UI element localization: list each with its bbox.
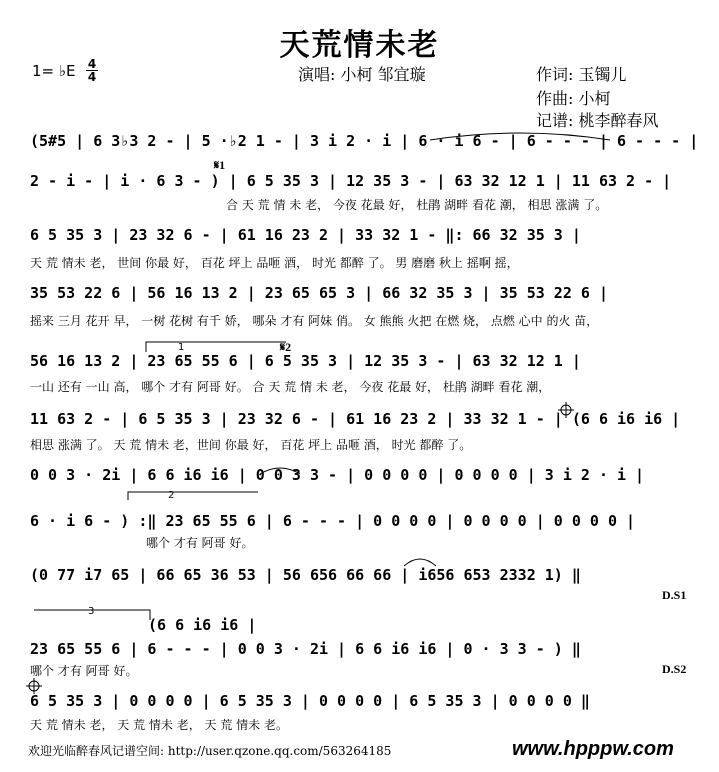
slur-row-1	[430, 133, 610, 140]
score-row-8: 6 · i 6 - ) :‖ 23 65 55 6 | 6 - - - | 0 0 0 0 | 0 0 0 0 | 0 0 0 0 |	[30, 512, 636, 530]
volta-2-label: 2	[168, 490, 175, 501]
volta-1-label: 1	[178, 342, 185, 353]
segno-1: 𝄋1	[214, 158, 226, 172]
score-row-6: 11 63 2 - | 6 5 35 3 | 23 32 6 - | 61 16 23 2 | 33 32 1 - | (6 6 i6 i6 |	[30, 410, 681, 428]
coda-sign-2-cross	[26, 678, 42, 694]
score-row-11: 6 5 35 3 | 0 0 0 0 | 6 5 35 3 | 0 0 0 0 | 6 5 35 3 | 0 0 0 0 ‖	[30, 692, 590, 710]
score-row-7: 0 0 3 · 2i | 6 6 i6 i6 | 0 0 3 3 - | 0 0 0 0 | 0 0 0 0 | 3 i 2 · i |	[30, 466, 645, 484]
lyrics-row-8: 哪个 才有 阿哥 好。	[146, 536, 254, 550]
slur-row-7	[260, 468, 300, 474]
key-signature: 1= ♭E	[32, 62, 76, 80]
footer-text: 欢迎光临醉春风记谱空间: http://user.qzone.qq.com/563264185	[28, 744, 392, 758]
score-row-10-extra: (6 6 i6 i6 |	[148, 616, 257, 634]
lyrics-row-11: 天 荒 情未 老， 天 荒 情未 老， 天 荒 情未 老。	[30, 718, 288, 732]
coda-sign-1-cross	[558, 402, 574, 418]
lyricist-credit: 作词: 玉镯儿	[536, 65, 627, 84]
score-row-2: 2 - i - | i · 6 3 - ) | 6 5 35 3 | 12 35 3 - | 63 32 12 1 | 11 63 2 - |	[30, 172, 672, 190]
ds1-mark: D.S1	[662, 588, 687, 602]
score-row-9: (0 77 i7 65 | 66 65 36 53 | 56 656 66 66 | i656 653 2332 1) ‖	[30, 566, 581, 584]
lyrics-row-4: 摇来 三月 花开 早， 一树 花树 有千 娇， 哪朵 才有 阿妹 俏。 女 熊熊 火把 在燃 烧， 点燃 心中 的火 苗，	[30, 314, 599, 328]
ds2-mark: D.S2	[662, 662, 687, 676]
score-row-3: 6 5 35 3 | 23 32 6 - | 61 16 23 2 | 33 32 1 - ‖: 66 32 35 3 |	[30, 226, 581, 244]
lyrics-row-3: 天 荒 情未 老， 世间 你最 好， 百花 坪上 品咂 酒， 时光 都醉 了。 男 磨磨 秋上 摇啊 摇，	[30, 256, 519, 270]
singer-credit: 演唱: 小柯 邹宜璇	[298, 65, 426, 84]
volta-1-bracket	[146, 342, 286, 352]
meter-bottom: 4	[87, 70, 97, 84]
score-row-10: 23 65 55 6 | 6 - - - | 0 0 3 · 2i | 6 6 i6 i6 | 0 · 3 3 - ) ‖	[30, 640, 581, 658]
lyrics-row-6: 相思 涨满 了。 天 荒 情未 老，世间 你最 好， 百花 坪上 品咂 酒， 时光 都醉 了。	[30, 438, 472, 452]
score-row-4: 35 53 22 6 | 56 16 13 2 | 23 65 65 3 | 66 32 35 3 | 35 53 22 6 |	[30, 284, 608, 302]
site-watermark[interactable]: www.hpppw.com	[512, 738, 674, 760]
segno-2: 𝄋2	[280, 340, 292, 354]
volta-3-label: 3	[88, 606, 95, 617]
volta-2-bracket	[128, 492, 258, 500]
lyrics-row-2: 合 天 荒 情 未 老， 今夜 花最 好， 杜鹃 湖畔 看花 潮， 相思 涨满 了。	[226, 198, 608, 212]
score-row-1: (5#5 | 6 3♭3 2 - | 5 ·♭2 1 - | 3 i 2 · i | 6 · i 6 - | 6 - - - | 6 - - - |	[30, 132, 699, 150]
meter-top: 4	[87, 57, 97, 71]
slur-row-9	[404, 559, 436, 566]
page-title: 天荒情未老	[279, 28, 440, 63]
transcriber-credit: 记谱: 桃李醉春风	[536, 111, 659, 130]
lyrics-row-5: 一山 还有 一山 高， 哪个 才有 阿哥 好。 合 天 荒 情 未 老， 今夜 花最 好， 杜鹃 湖畔 看花 潮，	[30, 380, 551, 394]
lyrics-row-10: 哪个 才有 阿哥 好。	[30, 664, 138, 678]
score-row-5: 56 16 13 2 | 23 65 55 6 | 6 5 35 3 | 12 35 3 - | 63 32 12 1 |	[30, 352, 581, 370]
composer-credit: 作曲: 小柯	[536, 89, 611, 108]
